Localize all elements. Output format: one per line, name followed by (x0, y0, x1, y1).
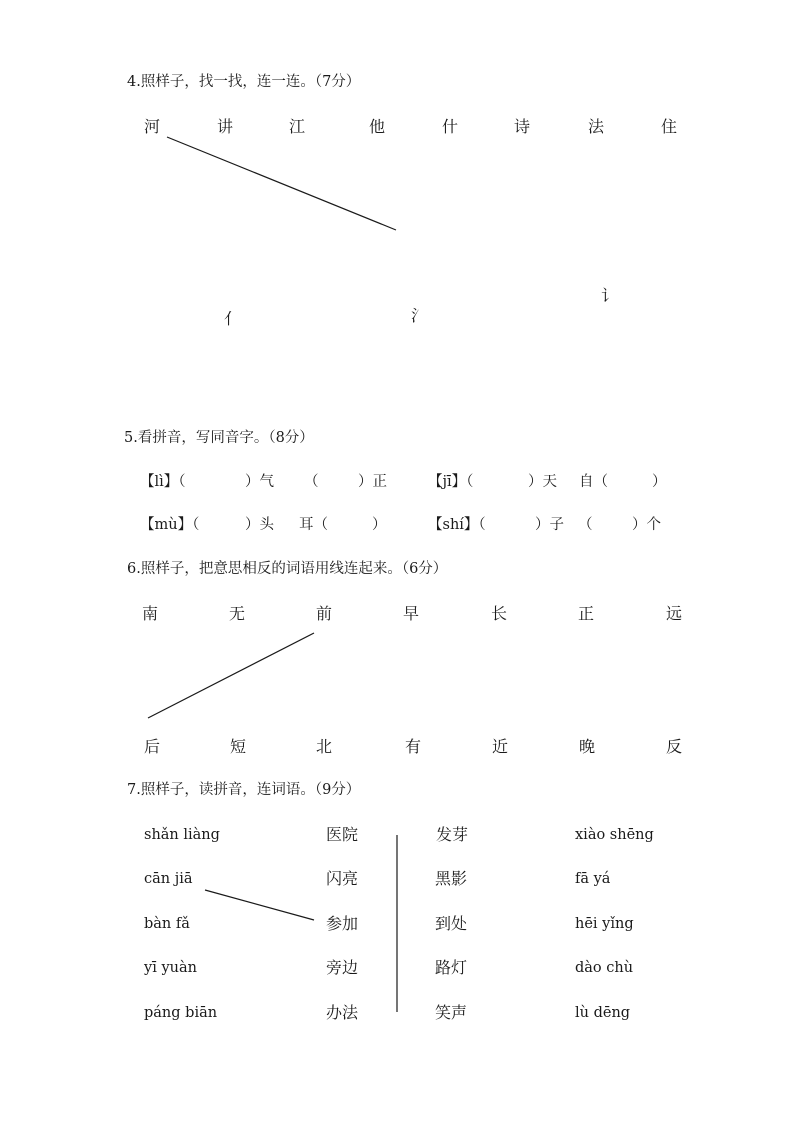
q6-top-2[interactable]: 无 (229, 604, 246, 623)
q6-bottom-6[interactable]: 晚 (579, 737, 596, 756)
q4-example-line (167, 137, 396, 230)
q6-top-5[interactable]: 长 (491, 604, 508, 623)
q7-right-pinyin-2[interactable]: fā yá (575, 871, 611, 887)
q7-right-word-4[interactable]: 路灯 (435, 958, 468, 977)
q7-left-word-3[interactable]: 参加 (326, 914, 359, 933)
q6-bottom-3[interactable]: 北 (316, 737, 333, 756)
q6-bottom-4[interactable]: 有 (405, 737, 422, 756)
q6-bottom-5[interactable]: 近 (492, 737, 509, 756)
q5-r2-a-pinyin: 【mù】（ (140, 517, 200, 533)
q4-char-7[interactable]: 法 (588, 117, 605, 136)
q4-radical-person[interactable]: 亻 (224, 309, 241, 328)
q7-right-pinyin-5[interactable]: lù dēng (575, 1005, 631, 1021)
q4-char-1[interactable]: 河 (144, 117, 161, 136)
q5-r2-b-pinyin: 【shí】（ (428, 517, 486, 533)
q4-radical-speech[interactable]: 讠 (601, 286, 618, 305)
q6-top-7[interactable]: 远 (666, 604, 683, 623)
q5-r1-b-pinyin: 【jī】（ (428, 474, 474, 490)
q5-r1-b-close: ）天 (528, 474, 557, 490)
q4-char-2[interactable]: 讲 (217, 117, 234, 136)
q6-top-4[interactable]: 早 (403, 604, 420, 623)
q6-top-3[interactable]: 前 (316, 604, 333, 623)
q6-bottom-2[interactable]: 短 (230, 737, 247, 756)
q7-left-word-2[interactable]: 闪亮 (326, 869, 359, 888)
q5-r1-a-close: ）气 (245, 474, 274, 490)
q4-char-6[interactable]: 诗 (514, 117, 531, 136)
q7-example-line (205, 890, 314, 920)
q4-char-3[interactable]: 江 (289, 117, 306, 136)
q7-left-pinyin-1[interactable]: shǎn liàng (144, 827, 220, 843)
q7-left-word-1[interactable]: 医院 (326, 825, 359, 844)
q7-left-pinyin-5[interactable]: páng biān (144, 1005, 218, 1021)
q5-heading: 5.看拼音，写同音字。（8分） (124, 430, 314, 446)
q7-right-word-2[interactable]: 黑影 (435, 869, 468, 888)
q7-right-pinyin-4[interactable]: dào chù (575, 960, 634, 976)
q7-left-pinyin-4[interactable]: yī yuàn (144, 960, 197, 976)
q5-r2-b-open: （ (578, 517, 593, 533)
q7-right-word-3[interactable]: 到处 (435, 914, 468, 933)
q5-r2-a-close2: ） (372, 517, 387, 533)
q7-left-pinyin-2[interactable]: cān jiā (144, 871, 193, 887)
q7-right-word-1[interactable]: 发芽 (436, 825, 469, 844)
q5-r1-a-close2: ）正 (358, 474, 387, 490)
q7-heading: 7.照样子，读拼音，连词语。（9分） (127, 782, 361, 798)
q4-heading: 4.照样子，找一找，连一连。（7分） (127, 74, 361, 90)
q5-r1-a-pinyin: 【lì】（ (140, 474, 186, 490)
q5-r2-a-close: ）头 (245, 517, 274, 533)
q6-top-1[interactable]: 南 (142, 604, 159, 623)
q6-example-line (148, 633, 314, 718)
q4-char-8[interactable]: 住 (661, 117, 678, 136)
q4-char-4[interactable]: 他 (369, 117, 386, 136)
q4-radical-water[interactable]: 氵 (411, 306, 428, 325)
q5-r1-b-close2: ） (652, 474, 667, 490)
q6-heading: 6.照样子，把意思相反的词语用线连起来。（6分） (127, 561, 448, 577)
q5-r2-b-close2: ）个 (632, 517, 661, 533)
q5-r1-a-open: （ (304, 474, 319, 490)
q6-bottom-7[interactable]: 反 (666, 737, 683, 756)
q7-right-pinyin-1[interactable]: xiào shēng (575, 827, 654, 843)
q5-r1-b-word: 自（ (579, 474, 608, 490)
q5-r2-a-word: 耳（ (299, 517, 328, 533)
q6-bottom-1[interactable]: 后 (144, 737, 161, 756)
q7-right-word-5[interactable]: 笑声 (435, 1003, 468, 1022)
q4-char-5[interactable]: 什 (442, 117, 459, 136)
q7-left-word-4[interactable]: 旁边 (326, 958, 359, 977)
q6-top-6[interactable]: 正 (578, 604, 595, 623)
q7-right-pinyin-3[interactable]: hēi yǐng (575, 916, 634, 932)
q7-left-pinyin-3[interactable]: bàn fǎ (144, 916, 190, 932)
q7-left-word-5[interactable]: 办法 (326, 1003, 359, 1022)
q5-r2-b-close: ）子 (535, 517, 564, 533)
